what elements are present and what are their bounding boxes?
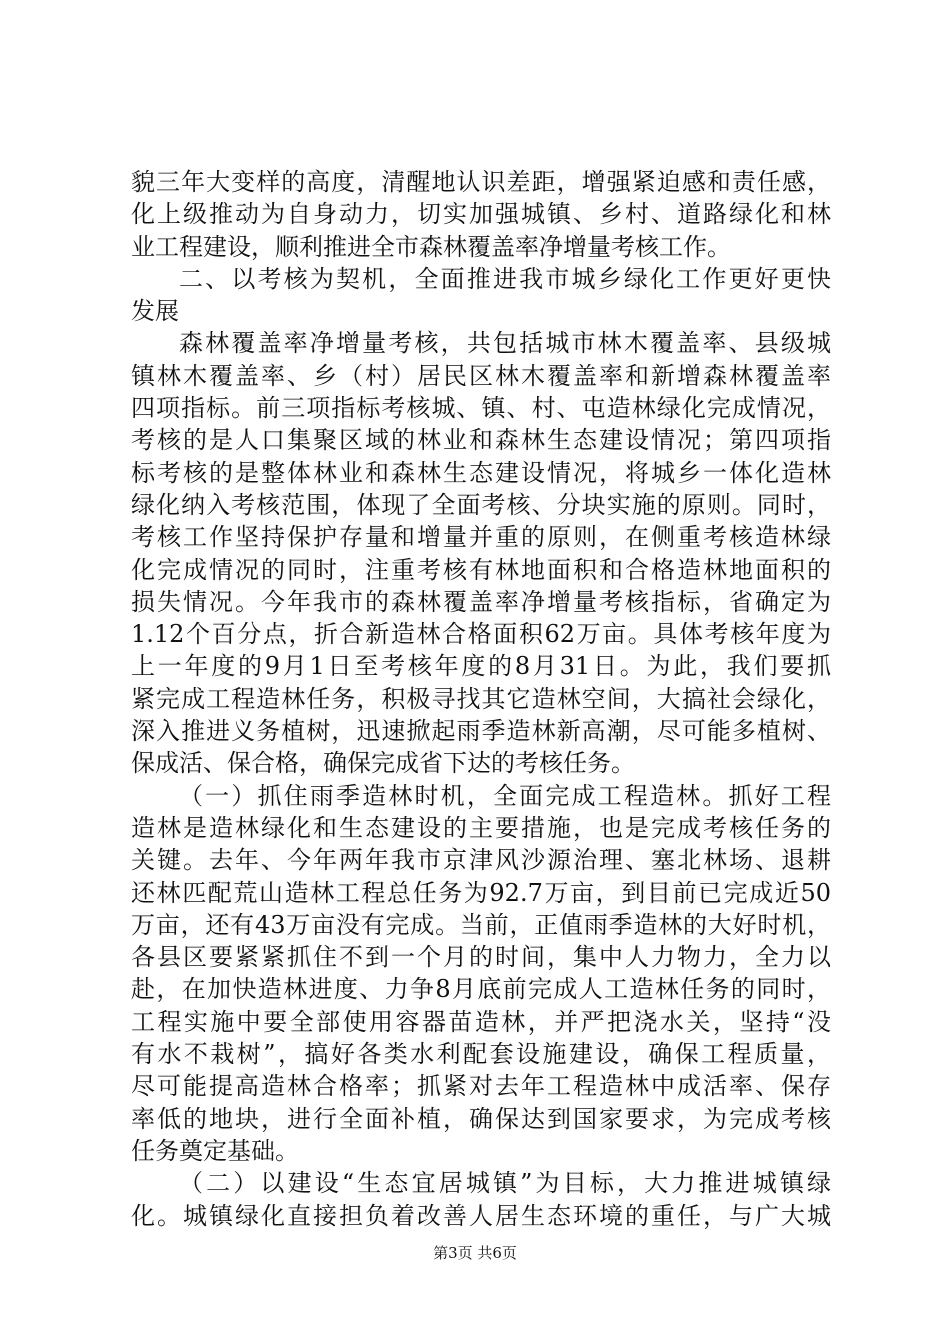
text-line: 率低的地块，进行全面补植，确保达到国家要求，为完成考核 [131,1104,831,1133]
text-line: 工程实施中要全部使用容器苗造林，并严把浇水关，坚持“没 [131,1007,831,1036]
text-line: 万亩，还有43万亩没有完成。当前，正值雨季造林的大好时机， [131,910,831,939]
text-line: 深入推进义务植树，迅速掀起雨季造林新高潮，尽可能多植树、 [131,717,831,746]
text-line: 紧完成工程造林任务，积极寻找其它造林空间，大搞社会绿化， [131,684,831,713]
text-line: 绿化纳入考核范围，体现了全面考核、分块实施的原则。同时， [131,490,831,519]
text-line: 发展 [131,297,179,326]
text-line: 考核的是人口集聚区域的林业和森林生态建设情况；第四项指 [131,426,831,455]
text-line: 上一年度的9月1日至考核年度的8月31日。为此，我们要抓 [131,652,831,681]
text-line: 森林覆盖率净增量考核，共包括城市林木覆盖率、县级城 [179,329,831,358]
text-line: 保成活、保合格，确保完成省下达的考核任务。 [131,749,635,778]
text-line: 化。城镇绿化直接担负着改善人居生态环境的重任，与广大城 [131,1201,831,1230]
text-line: 还林匹配荒山造林工程总任务为92.7万亩，到目前已完成近50 [131,878,831,907]
text-line: 1.12个百分点，折合新造林合格面积62万亩。具体考核年度为 [131,620,831,649]
text-line: 四项指标。前三项指标考核城、镇、村、屯造林绿化完成情况， [131,394,831,423]
text-line: 造林是造林绿化和生态建设的主要措施，也是完成考核任务的 [131,813,831,842]
text-line: 貌三年大变样的高度，清醒地认识差距，增强紧迫感和责任感， [131,168,831,196]
text-line: （一）抓住雨季造林时机，全面完成工程造林。抓好工程 [179,781,831,810]
text-line: 业工程建设，顺利推进全市森林覆盖率净增量考核工作。 [131,232,731,261]
text-line: 镇林木覆盖率、乡（村）居民区林木覆盖率和新增森林覆盖率 [131,361,831,390]
document-body [131,166,831,1232]
text-line: 有水不栽树”，搞好各类水利配套设施建设，确保工程质量， [131,1040,831,1069]
page-footer: 第3页 共6页 [433,1244,517,1262]
text-line: （二）以建设“生态宜居城镇”为目标，大力推进城镇绿 [179,1169,831,1198]
text-line: 标考核的是整体林业和森林生态建设情况，将城乡一体化造林 [131,458,831,487]
text-line: 尽可能提高造林合格率；抓紧对去年工程造林中成活率、保存 [131,1072,831,1101]
text-line: 任务奠定基础。 [131,1136,299,1165]
text-line: 赴，在加快造林进度、力争8月底前完成人工造林任务的同时， [131,975,831,1004]
text-line: 各县区要紧紧抓住不到一个月的时间，集中人力物力，全力以 [131,943,831,972]
text-line: 损失情况。今年我市的森林覆盖率净增量考核指标，省确定为 [131,587,831,616]
text-line: 考核工作坚持保护存量和增量并重的原则，在侧重考核造林绿 [131,523,831,552]
text-line: 化上级推动为自身动力，切实加强城镇、乡村、道路绿化和林 [131,200,831,229]
text-line: 化完成情况的同时，注重考核有林地面积和合格造林地面积的 [131,555,831,584]
text-line: 二、以考核为契机，全面推进我市城乡绿化工作更好更快 [179,264,831,293]
text-line: 关键。去年、今年两年我市京津风沙源治理、塞北林场、退耕 [131,846,831,875]
